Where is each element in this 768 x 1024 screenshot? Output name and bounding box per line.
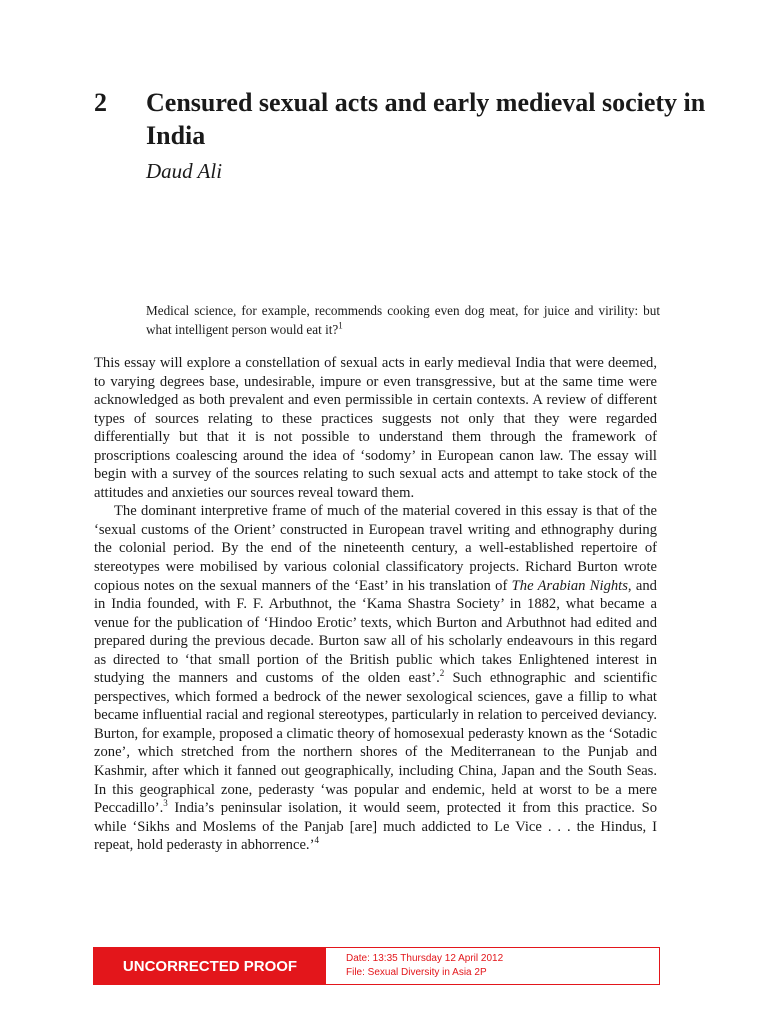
text-run: The dominant interpretive frame of much of the material covered in this essay is that of the ‘sexual customs of the Orient’ constructed in European travel writing and ethnography during the colonial period. By the end of the nineteenth century, a well-established repertoire of stereotypes were mobilised by various colonial classificatory projects. Richard Burton wrote copious notes on the sexual manners of the ‘East’ in his translation of — [94, 503, 657, 594]
text-run: Such ethnographic and scientific perspectives, which formed a bedrock of the newer sexological sciences, gave a fillip to what became influential racial and regional stereotypes, particularly in relation to perceived deviancy. Burton, for example, proposed a climatic theory of homosexual pederasty known as the ‘Sotadic zone’, which stretched from the northern shores of the Mediterranean to the Punjab and Kashmir, after which it fanned out geographically, including China, Japan and the South Seas. In this geographical zone, pederasty ‘was popular and endemic, held at worst to be a mere Peccadillo’. — [94, 670, 657, 817]
paragraph: This essay will explore a constellation of sexual acts in early medieval India that were deemed, to varying degrees base, undesirable, impure or even transgressive, but at the same time were acknowledged as both prevalent and even permissible in certain contexts. A review of different types of sources relating to these practices suggests not only that they were regarded differentially but that it is not possible to understand them through the framework of proscriptions coalescing around the idea of ‘sodomy’ in European canon law. The essay will begin with a survey of the sources relating to such sexual acts and attempt to take stock of the attitudes and anxieties our sources reveal toward them. — [94, 355, 657, 501]
epigraph-text: Medical science, for example, recommends cooking even dog meat, for juice and virility: but what intelligent person would eat it? — [146, 303, 660, 337]
footnote-ref: 4 — [314, 835, 319, 846]
chapter-number: 2 — [94, 88, 107, 117]
footnote-ref: 2 — [439, 668, 445, 679]
footnote-ref: 3 — [163, 798, 168, 809]
epigraph — [146, 302, 660, 339]
text-run: , and in India founded, with F. F. Arbuthnot, the ‘Kama Shastra Society’ in 1882, what became a venue for the publication of ‘Hindoo Erotic’ texts, which Burton and Arbuthnot had edited and prepared during the previous decade. Burton saw all of his scholarly endeavours in this regard as directed to ‘that small portion of the British public which takes Enlightened interest in studying the manners and customs of the olden east’. — [94, 577, 657, 687]
proof-info — [326, 948, 503, 984]
proof-label: UNCORRECTED PROOF — [94, 948, 326, 984]
body-text — [94, 354, 657, 855]
chapter-author: Daud Ali — [146, 159, 223, 183]
text-run: India’s peninsular isolation, it would seem, protected it from this practice. So while ‘Sikhs and Moslems of the Panjab [are] much addicted to Le Vice . . . the Hindus, I repeat, hold pederasty in abhorrence.’ — [94, 800, 657, 854]
book-title: The Arabian Nights — [511, 577, 628, 594]
proof-stamp — [93, 947, 660, 985]
proof-file: File: Sexual Diversity in Asia 2P — [346, 967, 487, 978]
proof-date: Date: 13:35 Thursday 12 April 2012 — [346, 953, 504, 964]
footnote-ref: 1 — [338, 320, 343, 331]
chapter-title: Censured sexual acts and early medieval society in India — [146, 88, 706, 150]
paragraph — [94, 502, 657, 854]
